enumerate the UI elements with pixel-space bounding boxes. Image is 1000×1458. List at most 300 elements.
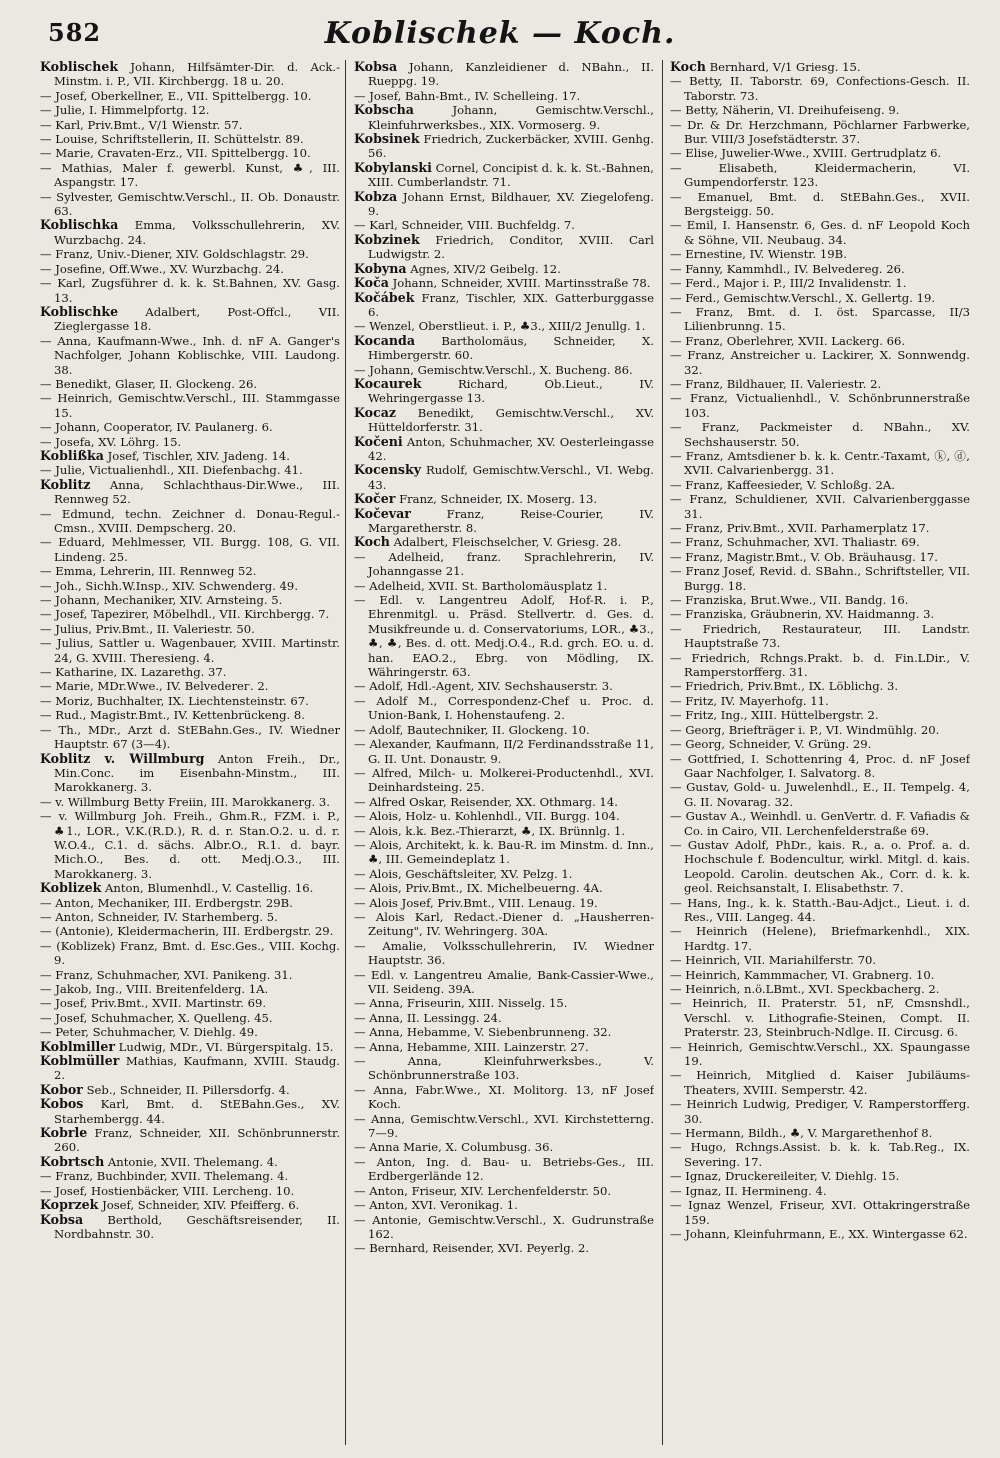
- directory-entry: [40, 622, 340, 636]
- directory-entry: [354, 1025, 654, 1039]
- directory-entry: [670, 723, 970, 737]
- directory-entry: [670, 651, 970, 680]
- entry-text: Seb., Schneider, II. Pillersdorfg. 4.: [82, 1082, 290, 1097]
- directory-entry: [670, 780, 970, 809]
- entry-text: — Adolf, Hdl.-Agent, XIV. Sechshauserstr. 3.: [354, 679, 613, 694]
- entry-text: — Heinrich (Helene), Briefmarkenhdl., XIX. Hardtg. 17.: [670, 924, 970, 953]
- entry-text: — Joh., Sichh.W.Insp., XIV. Schwenderg. 49.: [40, 578, 298, 593]
- directory-entry: [40, 377, 340, 391]
- directory-entry: [354, 218, 654, 232]
- directory-entry: [354, 809, 654, 823]
- directory-entry: [670, 896, 970, 925]
- entry-text: — Friedrich, Priv.Bmt., IX. Löblichg. 3.: [670, 679, 899, 694]
- entry-text: — Georg, Schneider, V. Grüng. 29.: [670, 737, 872, 752]
- entry-text: — Johann, Mechaniker, XIV. Arnsteing. 5.: [40, 593, 283, 608]
- entry-text: — Hermann, Bildh., ♣, V. Margarethenhof 8.: [670, 1126, 933, 1141]
- entry-text: Anton, Schuhmacher, XV. Oesterleingasse 42.: [368, 434, 654, 463]
- directory-entry: [670, 622, 970, 651]
- entry-surname: Koch: [354, 534, 390, 550]
- entry-text: — Franz, Bmt. d. I. öst. Sparcasse, II/3 Lilienbrunng. 15.: [670, 304, 970, 334]
- directory-entry: [354, 795, 654, 809]
- directory-entry: [40, 1097, 340, 1126]
- entry-text: — Edl. v. Langentreu Amalie, Bank-Cassier-Wwe., VII. Seideng. 39A.: [354, 967, 654, 996]
- directory-entry: [40, 881, 340, 895]
- entry-text: Franz, Tischler, XIX. Gatterburggasse 6.: [368, 290, 654, 319]
- entry-text: — Karl, Priv.Bmt., V/1 Wienstr. 57.: [40, 117, 243, 132]
- entry-text: — (Koblizek) Franz, Bmt. d. Esc.Ges., VIII. Kochg. 9.: [40, 938, 340, 968]
- entry-text: — Fanny, Kammhdl., IV. Belvedereg. 26.: [670, 261, 905, 276]
- directory-entry: [354, 233, 654, 262]
- column-rule: [662, 60, 663, 1445]
- entry-text: — Wenzel, Oberstlieut. i. P., ♣3., XIII/2 Jenullg. 1.: [354, 319, 646, 334]
- directory-entry: [354, 579, 654, 593]
- directory-entry: [40, 939, 340, 968]
- entry-text: — Franz, Oberlehrer, XVII. Lackerg. 66.: [670, 333, 906, 348]
- directory-entry: [40, 1184, 340, 1198]
- directory-entry: [670, 564, 970, 593]
- directory-entry: [670, 247, 970, 261]
- directory-entry: [670, 1040, 970, 1069]
- entry-text: — Gustav A., Weinhdl. u. GenVertr. d. F. Vafiadis & Co. in Cairo, VII. Lerchenfelderstraße 69.: [670, 809, 970, 838]
- entry-text: — Karl, Zugsführer d. k. k. St.Bahnen, XV. Gasg. 13.: [40, 276, 340, 305]
- column-1: [40, 60, 340, 1445]
- entry-text: — Heinrich, VII. Mariahilferstr. 70.: [670, 953, 877, 968]
- directory-entry: [670, 1198, 970, 1227]
- directory-entry: [670, 1169, 970, 1183]
- entry-text: — Franz, Packmeister d. NBahn., XV. Sechshauserstr. 50.: [670, 420, 970, 449]
- entry-text: Johann, Kanzleidiener d. NBahn., II. Rueppg. 19.: [368, 60, 654, 89]
- directory-entry: [40, 60, 340, 89]
- directory-entry: [670, 550, 970, 564]
- entry-text: Adalbert, Post-Offcl., VII. Zieglergasse 18.: [54, 304, 340, 334]
- entry-text: — Marie, MDr.Wwe., IV. Belvederег. 2.: [40, 679, 269, 694]
- directory-entry: [40, 420, 340, 434]
- directory-entry: [40, 103, 340, 117]
- directory-entry: [40, 982, 340, 996]
- directory-entry: [40, 1126, 340, 1155]
- directory-entry: [354, 1198, 654, 1212]
- entry-text: — v. Willmburg Betty Freiin, III. Marokkanerg. 3.: [40, 794, 330, 809]
- entry-text: — Alois Josef, Priv.Bmt., VIII. Lenaug. 19.: [354, 895, 598, 910]
- entry-text: — Anton, Friseur, XIV. Lerchenfelderstr. 50.: [354, 1183, 612, 1198]
- entry-text: — Alois, Holz- u. Kohlenhdl., VII. Burgg. 104.: [354, 809, 620, 824]
- entry-surname: Koblischek: [40, 60, 119, 74]
- entry-text: — Franz, Bildhauer, II. Valeriestr. 2.: [670, 376, 882, 391]
- entry-text: Anton Freih., Dr., Min.Conc. im Eisenbahn-Minstm., III. Marokkanerg. 3.: [54, 751, 340, 795]
- entry-text: Johann, Gemischtw.Verschl., Kleinfuhrwerksbes., XIX. Vormoserg. 9.: [368, 103, 654, 132]
- directory-entry: [670, 420, 970, 449]
- directory-entry: [40, 1155, 340, 1169]
- entry-text: Ludwig, MDr., VI. Bürgerspitalg. 15.: [114, 1039, 334, 1054]
- entry-text: — Ernestine, IV. Wienstr. 19B.: [670, 247, 847, 262]
- directory-entry: [354, 1241, 654, 1255]
- entry-text: — Ferd., Major i. P., III/2 Invalidenstr. 1.: [670, 276, 907, 291]
- entry-text: Cornel, Concipist d. k. k. St.-Bahnen, XIII. Cumberlandstr. 71.: [368, 160, 654, 190]
- directory-entry: [670, 953, 970, 967]
- directory-entry: [670, 291, 970, 305]
- directory-entry: [354, 276, 654, 290]
- directory-entry: [354, 507, 654, 536]
- directory-entry: [40, 190, 340, 219]
- directory-entry: [40, 795, 340, 809]
- directory-entry: [40, 118, 340, 132]
- entry-surname: Kobzinek: [354, 231, 420, 247]
- column-2: [354, 60, 654, 1445]
- directory-entry: [670, 1184, 970, 1198]
- entry-text: — Anna, Kleinfuhrwerksbes., V. Schönbrunnerstraße 103.: [354, 1054, 654, 1083]
- entry-text: — Johann, Cooperator, IV. Paulanerg. 6.: [40, 420, 273, 435]
- directory-entry: [354, 132, 654, 161]
- entry-text: — Julie, I. Himmelpfortg. 12.: [40, 103, 210, 118]
- directory-entry: [354, 1011, 654, 1025]
- entry-surname: Koblischka: [40, 217, 119, 233]
- entry-text: — Franz, Anstreicher u. Lackirer, X. Sonnwendg. 32.: [670, 348, 970, 377]
- running-head: Koblischek — Koch.: [324, 16, 676, 51]
- directory-entry: [354, 89, 654, 103]
- directory-entry: [670, 752, 970, 781]
- directory-entry: [354, 161, 654, 190]
- directory-entry: [40, 996, 340, 1010]
- entry-surname: Koblmüller: [40, 1053, 120, 1069]
- directory-entry: [40, 391, 340, 420]
- directory-entry: [40, 535, 340, 564]
- entry-columns: [40, 60, 980, 1445]
- directory-entry: [40, 89, 340, 103]
- directory-entry: [40, 435, 340, 449]
- entry-text: Franz, Schneider, XII. Schönbrunnerstr. 260.: [54, 1126, 340, 1155]
- column-3: [670, 60, 970, 1445]
- directory-entry: [354, 1054, 654, 1083]
- entry-surname: Kobrle: [40, 1125, 88, 1141]
- directory-entry: [670, 118, 970, 147]
- directory-entry: [670, 996, 970, 1039]
- directory-entry: [670, 305, 970, 334]
- entry-text: — Ferd., Gemischtw.Verschl., X. Gellertg. 19.: [670, 290, 936, 305]
- entry-text: — Franz, Buchbinder, XVII. Thelemang. 4.: [40, 1169, 289, 1184]
- entry-surname: Kocensky: [354, 462, 422, 478]
- directory-entry: [354, 996, 654, 1010]
- directory-entry: [40, 665, 340, 679]
- entry-text: Anna, Schlachthaus-Dir.Wwe., III. Rennweg 52.: [54, 477, 340, 507]
- directory-entry: [670, 1126, 970, 1140]
- directory-entry: [40, 579, 340, 593]
- directory-entry: [40, 896, 340, 910]
- entry-text: Adalbert, Fleischselcher, V. Griesg. 28.: [389, 535, 622, 550]
- directory-entry: [354, 492, 654, 506]
- entry-text: — Th., MDr., Arzt d. StEBahn.Ges., IV. Wiedner Hauptstr. 67 (3—4).: [40, 722, 340, 752]
- entry-text: — Fritz, Ing., XIII. Hüttelbergstr. 2.: [670, 708, 879, 723]
- directory-entry: [40, 334, 340, 377]
- directory-entry: [354, 291, 654, 320]
- entry-text: — Alois Karl, Redact.-Diener d. „Hausherren-Zeitung", IV. Wehringerg. 30A.: [354, 909, 654, 939]
- directory-entry: [40, 262, 340, 276]
- directory-entry: [354, 694, 654, 723]
- directory-entry: [354, 406, 654, 435]
- entry-text: — Louise, Schriftstellerin, II. Schüttelstr. 89.: [40, 132, 304, 147]
- directory-entry: [670, 593, 970, 607]
- entry-text: — Franz, Schuhmacher, XVI. Panikeng. 31.: [40, 967, 293, 982]
- directory-entry: [354, 363, 654, 377]
- directory-entry: [670, 478, 970, 492]
- directory-entry: [354, 334, 654, 363]
- entry-text: — Josef, Oberkellner, E., VII. Spittelbergg. 10.: [40, 88, 312, 103]
- page-header: [0, 16, 1000, 56]
- entry-text: Agnes, XIV/2 Geibelg. 12.: [406, 261, 561, 276]
- entry-text: — Anna, Gemischtw.Verschl., XVI. Kirchstetterng. 7—9.: [354, 1111, 654, 1141]
- entry-text: — Karl, Schneider, VIII. Buchfeldg. 7.: [354, 218, 575, 233]
- directory-entry: [354, 881, 654, 895]
- directory-entry: [40, 708, 340, 722]
- entry-text: — Anna, Hebamme, XIII. Lainzerstr. 27.: [354, 1039, 589, 1054]
- entry-surname: Kobsa: [354, 60, 398, 74]
- directory-entry: [40, 218, 340, 247]
- directory-entry: [670, 146, 970, 160]
- directory-entry: [354, 910, 654, 939]
- directory-entry: [354, 896, 654, 910]
- directory-entry: [354, 535, 654, 549]
- directory-entry: [670, 103, 970, 117]
- entry-text: — Heinrich Ludwig, Prediger, V. Ramperstorfferg. 30.: [670, 1097, 970, 1126]
- entry-text: — Anton, Mechaniker, III. Erdbergstr. 29B.: [40, 895, 293, 910]
- entry-text: — Heinrich, n.ö.LBmt., XVI. Speckbacherg. 2.: [670, 982, 940, 996]
- entry-surname: Koblitz v. Willmburg: [40, 750, 205, 766]
- directory-entry: [354, 838, 654, 867]
- directory-entry: [40, 478, 340, 507]
- entry-text: — Franz, Priv.Bmt., XVII. Parhamerplatz 17.: [670, 521, 930, 535]
- directory-entry: [354, 1112, 654, 1141]
- entry-surname: Koča: [354, 275, 389, 291]
- entry-surname: Kobscha: [354, 102, 414, 118]
- directory-entry: [354, 1140, 654, 1154]
- directory-entry: [670, 262, 970, 276]
- entry-text: — Franz, Univ.-Diener, XIV. Goldschlagstr. 29.: [40, 247, 309, 262]
- entry-text: — Jakob, Ing., VIII. Breitenfelderg. 1A.: [40, 982, 269, 996]
- entry-surname: Koblitz: [40, 476, 91, 492]
- entry-text: — Franz, Victualienhdl., V. Schönbrunnerstraße 103.: [670, 391, 970, 420]
- entry-text: — Anna, Friseurin, XIII. Nisselg. 15.: [354, 996, 568, 1011]
- directory-entry: [354, 1184, 654, 1198]
- entry-text: — Emil, I. Hansenstr. 6, Ges. d. nF Leopold Koch & Söhne, VII. Neubaug. 34.: [670, 218, 970, 247]
- directory-entry: [354, 679, 654, 693]
- entry-surname: Koch: [670, 60, 706, 74]
- entry-text: — Josefa, XV. Löhrg. 15.: [40, 434, 182, 449]
- directory-entry: [354, 968, 654, 997]
- directory-entry: [670, 60, 970, 74]
- entry-surname: Koblmiller: [40, 1038, 115, 1054]
- entry-text: — Ignaz, Druckereileiter, V. Diehlg. 15.: [670, 1169, 900, 1184]
- entry-text: — Julius, Priv.Bmt., II. Valeriestr. 50.: [40, 621, 255, 636]
- entry-text: — Hans, Ing., k. k. Statth.-Bau-Adjct., Lieut. i. d. Res., VIII. Langeg. 44.: [670, 895, 970, 924]
- entry-text: — Fritz, IV. Mayerhofg. 11.: [670, 693, 829, 708]
- entry-text: — Franz, Kaffeesieder, V. Schloßg. 2A.: [670, 477, 895, 492]
- entry-text: — Franziska, Brut.Wwe., VII. Bandg. 16.: [670, 593, 909, 608]
- directory-entry: [670, 607, 970, 621]
- directory-entry: [354, 824, 654, 838]
- entry-text: — Bernhard, Reisender, XVI. Peyerlg. 2.: [354, 1241, 590, 1256]
- entry-text: — Anna, Hebamme, V. Siebenbrunneng. 32.: [354, 1025, 612, 1040]
- directory-entry: [354, 435, 654, 464]
- directory-entry: [40, 1054, 340, 1083]
- directory-entry: [354, 593, 654, 679]
- entry-text: — Josef, Priv.Bmt., XVII. Martinstr. 69.: [40, 996, 267, 1011]
- entry-surname: Kočevar: [354, 505, 411, 521]
- directory-entry: [354, 463, 654, 492]
- entry-surname: Kocaurek: [354, 375, 422, 391]
- directory-entry: [354, 1040, 654, 1054]
- entry-text: — Peter, Schuhmacher, V. Diehlg. 49.: [40, 1025, 258, 1040]
- directory-entry: [40, 607, 340, 621]
- directory-entry: [354, 377, 654, 406]
- entry-text: — Elise, Juwelier-Wwe., XVIII. Gertrudplatz 6.: [670, 146, 942, 161]
- entry-text: Josef, Schneider, XIV. Pfeifferg. 6.: [98, 1198, 300, 1213]
- directory-entry: [354, 737, 654, 766]
- directory-entry: [670, 391, 970, 420]
- entry-text: Friedrich, Conditor, XVIII. Carl Ludwigstr. 2.: [368, 232, 654, 262]
- entry-text: — Heinrich, II. Praterstr. 51, nF, Cmsnshdl., Verschl. v. Lithografie-Steinen, Compt. II. Praterstr. 23, Steinbruch-Ndlge. II. Circusg. 6.: [670, 996, 970, 1040]
- entry-surname: Koblischke: [40, 303, 119, 319]
- entry-text: — Franz, Schuldiener, XVII. Calvarienberggasse 31.: [670, 492, 970, 521]
- directory-entry: [670, 449, 970, 478]
- directory-entry: [670, 737, 970, 751]
- directory-entry: [354, 867, 654, 881]
- entry-text: — Josef, Tapezirer, Möbelhdl., VII. Kirchbergg. 7.: [40, 607, 330, 622]
- directory-entry: [40, 1040, 340, 1054]
- directory-entry: [40, 636, 340, 665]
- entry-text: — Alexander, Kaufmann, II/2 Ferdinandsstraße 11, G. II. Unt. Donaustr. 9.: [354, 737, 654, 766]
- entry-text: Berthold, Geschäftsreisender, II. Nordbahnstr. 30.: [54, 1212, 340, 1241]
- directory-entry: [40, 968, 340, 982]
- entry-text: — Anna Marie, X. Columbusg. 36.: [354, 1140, 554, 1155]
- entry-text: Richard, Ob.Lieut., IV. Wehringergasse 13.: [368, 376, 654, 406]
- directory-entry: [670, 809, 970, 838]
- entry-text: — Gustav, Gold- u. Juwelenhdl., E., II. Tempelg. 4, G. II. Novarag. 32.: [670, 780, 970, 809]
- directory-entry: [354, 262, 654, 276]
- entry-text: Benedikt, Gemischtw.Verschl., XV. Hütteldorferstr. 31.: [368, 405, 654, 435]
- entry-surname: Kobyna: [354, 260, 407, 276]
- directory-entry: [670, 694, 970, 708]
- directory-entry: [354, 319, 654, 333]
- entry-text: Emma, Volksschullehrerin, XV. Wurzbachg. 24.: [54, 218, 340, 247]
- directory-entry: [670, 492, 970, 521]
- directory-entry: [670, 708, 970, 722]
- entry-text: — Josef, Bahn-Bmt., IV. Schelleing. 17.: [354, 88, 581, 103]
- entry-text: — Franz, Magistr.Bmt., V. Ob. Bräuhausg. 17.: [670, 549, 938, 564]
- directory-entry: [670, 377, 970, 391]
- entry-surname: Kobsinek: [354, 131, 420, 147]
- directory-entry: [40, 752, 340, 795]
- directory-entry: [40, 305, 340, 334]
- entry-text: — Edmund, techn. Zeichner d. Donau-Regul.-Cmsn., XVIII. Dempscherg. 20.: [40, 506, 340, 535]
- entry-text: — Dr. & Dr. Herzchmann, Pöchlarner Farbwerke, Bur. VIII/3 Josefstädterstr. 37.: [670, 117, 970, 147]
- directory-entry: [670, 1068, 970, 1097]
- directory-entry: [40, 1213, 340, 1242]
- entry-text: — Anna, II. Lessingg. 24.: [354, 1010, 502, 1025]
- directory-entry: [40, 924, 340, 938]
- directory-entry: [40, 507, 340, 536]
- entry-text: — Julius, Sattler u. Wagenbauer, XVIII. Martinstr. 24, G. XVIII. Theresieng. 4.: [40, 636, 340, 665]
- entry-text: — Johann, Kleinfuhrmann, E., XX. Wintergasse 62.: [670, 1226, 968, 1241]
- directory-entry: [670, 968, 970, 982]
- directory-entry: [40, 694, 340, 708]
- entry-text: — Emanuel, Bmt. d. StEBahn.Ges., XVII. Bergsteigg. 50.: [670, 189, 970, 219]
- entry-text: — Franziska, Gräubnerin, XV. Haidmanng. 3.: [670, 607, 935, 622]
- entry-text: — Franz Josef, Revid. d. SBahn., Schriftsteller, VII. Burgg. 18.: [670, 564, 970, 593]
- entry-text: — Amalie, Volksschullehrerin, IV. Wiedner Hauptstr. 36.: [354, 938, 654, 968]
- directory-entry: [354, 190, 654, 219]
- directory-entry: [40, 161, 340, 190]
- entry-text: — Katharine, IX. Lazarethg. 37.: [40, 665, 227, 680]
- entry-text: — Eduard, Mehlmesser, VII. Burgg. 108, G. VII. Lindeng. 25.: [40, 535, 340, 564]
- entry-surname: Kobza: [354, 188, 398, 204]
- entry-text: — Anton, XVI. Veronikag. 1.: [354, 1198, 518, 1213]
- directory-entry: [670, 161, 970, 190]
- directory-entry: [354, 1213, 654, 1242]
- entry-text: Johann, Hilfsämter-Dir. d. Ack.-Minstm. i. P., VII. Kirchbergg. 18 u. 20.: [54, 60, 340, 89]
- entry-text: — Hugo, Rchngs.Assist. b. k. k. Tab.Reg., IX. Severing. 17.: [670, 1140, 970, 1169]
- directory-entry: [354, 60, 654, 89]
- entry-surname: Kocaz: [354, 404, 397, 420]
- entry-text: Bernhard, V/1 Griesg. 15.: [705, 60, 861, 74]
- entry-text: — Josef, Hostienbäcker, VIII. Lercheng. 10.: [40, 1183, 295, 1198]
- entry-text: — Adolf, Bautechniker, II. Glockeng. 10.: [354, 722, 590, 737]
- entry-text: Mathias, Kaufmann, XVIII. Staudg. 2.: [54, 1054, 340, 1083]
- directory-entry: [40, 247, 340, 261]
- entry-text: Rudolf, Gemischtw.Verschl., VI. Webg. 43.: [368, 463, 654, 492]
- entry-text: — v. Willmburg Joh. Freih., Ghm.R., FZM. i. P., ♣1., LOR., V.K.(R.D.), R. d. r. Stan.O.2. u. d. r. W.O.4., C.1. d. sächs. Albr.O., R.1. d. bayr. Mich.O., Bes. d. ott. Medj.O.3., III. Marokkanerg. 3.: [40, 809, 340, 881]
- entry-text: — Anton, Ing. d. Bau- u. Betriebs-Ges., III. Erdbergerlände 12.: [354, 1154, 654, 1184]
- entry-text: — Edl. v. Langentreu Adolf, Hof-R. i. P., Ehrenmitgl. u. Präsd. Stellvertr. d. Ges. d. Musikfreunde u. d. Conservatoriums, LOR., ♣3., ♣, ♣, Bes. d. ott. Medj.O.4., R.d. grch. EO. u. d. han. EAO.2., Ebrg. von Mödling, IX. Währingerstr. 63.: [354, 593, 654, 680]
- entry-text: — Heinrich, Gemischtw.Verschl., III. Stammgasse 15.: [40, 391, 340, 420]
- entry-text: — Alois, k.k. Bez.-Thierarzt, ♣, IX. Brünnlg. 1.: [354, 823, 626, 838]
- entry-surname: Kobrtsch: [40, 1153, 105, 1169]
- directory-entry: [670, 1227, 970, 1241]
- directory-entry: [40, 593, 340, 607]
- directory-entry: [354, 766, 654, 795]
- column-rule: [345, 60, 346, 1445]
- entry-surname: Kobos: [40, 1096, 84, 1112]
- entry-text: — Rud., Magistr.Bmt., IV. Kettenbrückeng. 8.: [40, 708, 305, 723]
- entry-text: — Anna, Kaufmann-Wwe., Inh. d. nF A. Ganger's Nachfolger, Johann Koblischke, VIII. Laudong. 38.: [40, 333, 340, 377]
- entry-text: — Josefine, Off.Wwe., XV. Wurzbachg. 24.: [40, 261, 284, 276]
- directory-entry: [670, 521, 970, 535]
- entry-text: — Alfred Oskar, Reisender, XX. Othmarg. 14.: [354, 794, 618, 809]
- directory-entry: [40, 146, 340, 160]
- entry-surname: Koprzek: [40, 1197, 99, 1213]
- entry-text: — Marie, Cravaten-Erz., VII. Spittelbergg. 10.: [40, 146, 311, 161]
- directory-entry: [670, 74, 970, 103]
- directory-entry: [354, 103, 654, 132]
- entry-text: Antonie, XVII. Thelemang. 4.: [104, 1154, 278, 1169]
- entry-text: — Friedrich, Restaurateur, III. Landstr. Hauptstraße 73.: [670, 621, 970, 651]
- directory-entry: [354, 550, 654, 579]
- directory-entry: [670, 348, 970, 377]
- entry-text: — Adelheid, XVII. St. Bartholomäusplatz 1.: [354, 578, 608, 593]
- entry-text: — Friedrich, Rchngs.Prakt. b. d. Fin.LDir., V. Ramperstorfferg. 31.: [670, 650, 970, 680]
- directory-entry: [40, 132, 340, 146]
- entry-surname: Kočábek: [354, 289, 415, 305]
- entry-text: Bartholomäus, Schneider, X. Himbergerstr. 60.: [368, 333, 654, 363]
- directory-entry: [670, 679, 970, 693]
- entry-surname: Kobsa: [40, 1211, 84, 1227]
- entry-text: — Franz, Amtsdiener b. k. k. Centr.-Taxamt, ⓚ, ⓓ, XVII. Calvarienbergg. 31.: [670, 448, 970, 478]
- directory-entry: [40, 679, 340, 693]
- directory-entry: [40, 1198, 340, 1212]
- directory-entry: [670, 218, 970, 247]
- entry-text: — Ignaz, II. Hermineng. 4.: [670, 1183, 827, 1198]
- entry-text: — Mathias, Maler f. gewerbl. Kunst, ♣, III. Aspangstr. 17.: [40, 160, 340, 190]
- entry-surname: Kobylanski: [354, 159, 432, 175]
- entry-text: Anton, Blumenhdl., V. Castellig. 16.: [101, 881, 314, 896]
